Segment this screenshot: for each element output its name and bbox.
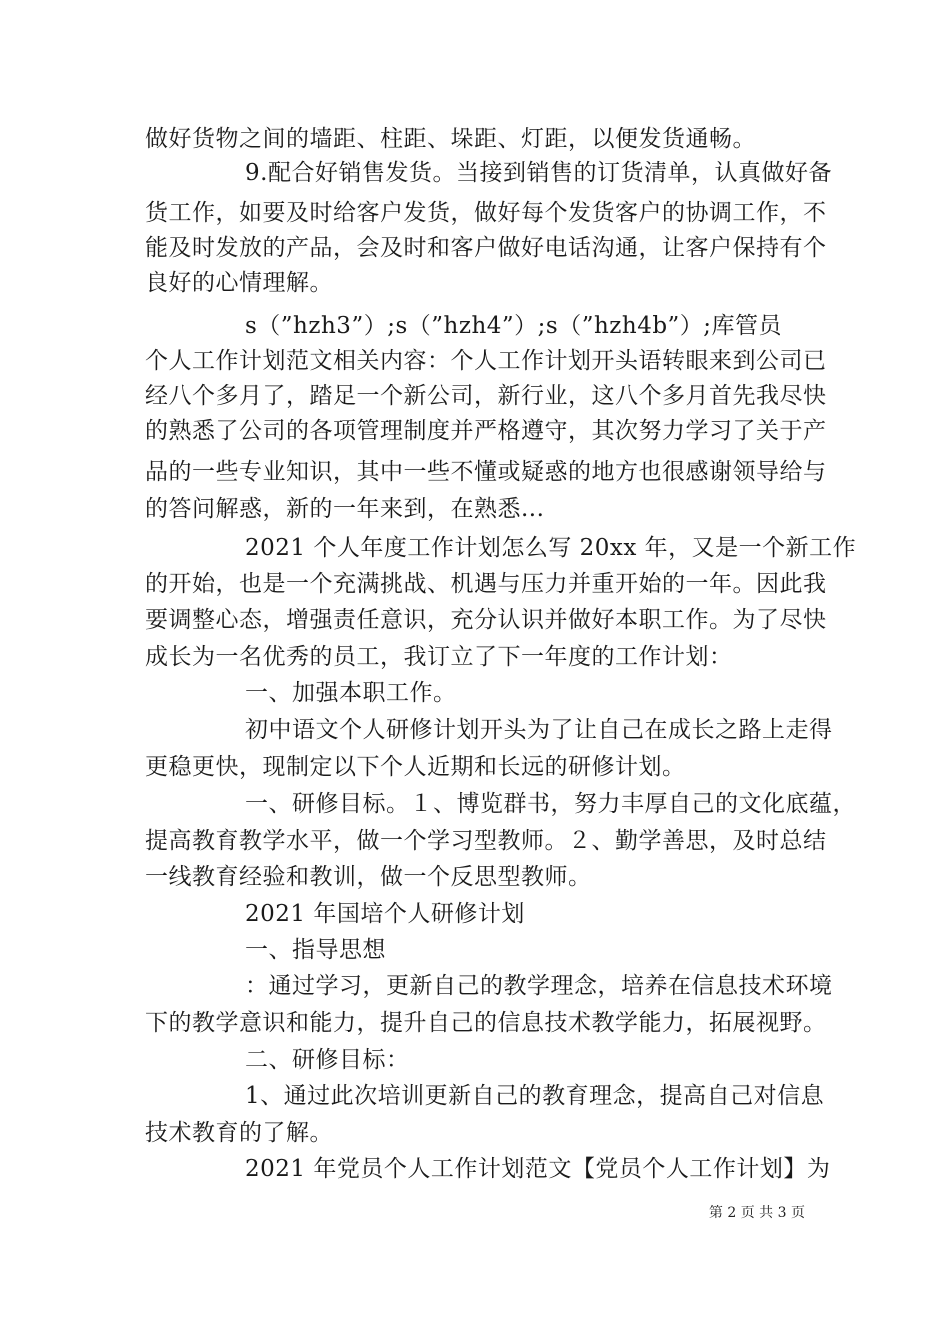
text-line: 下的教学意识和能力，提升自己的信息技术教学能力，拓展视野。 [145,1010,827,1036]
text-line: 能及时发放的产品，会及时和客户做好电话沟通，让客户保持有个 [145,235,827,261]
text-line: 经八个多月了，踏足一个新公司，新行业，这八个多月首先我尽快 [145,383,827,409]
text-line: 提高教育教学水平，做一个学习型教师。２、勤学善思，及时总结 [145,828,827,854]
text-line: 货工作，如要及时给客户发货，做好每个发货客户的协调工作，不 [145,200,827,226]
text-line: 一线教育经验和教训，做一个反思型教师。 [145,864,592,890]
text-line: 良好的心情理解。 [145,270,333,296]
text-line: 更稳更快，现制定以下个人近期和长远的研修计划。 [145,754,686,780]
text-line: 9.配合好销售发货。当接到销售的订货清单，认真做好备 [245,160,832,186]
text-line: 的答问解惑，新的一年来到，在熟悉... [145,496,545,522]
text-line: 的开始，也是一个充满挑战、机遇与压力并重开始的一年。因此我 [145,571,827,597]
text-line: 初中语文个人研修计划开头为了让自己在成长之路上走得 [245,717,833,743]
text-line: 1、通过此次培训更新自己的教育理念，提高自己对信息 [245,1083,825,1109]
text-line: 2021 个人年度工作计划怎么写 20xx 年，又是一个新工作 [245,535,857,561]
text-line: 一、研修目标。１、博览群书，努力丰厚自己的文化底蕴， [245,791,856,817]
text-line: 二、研修目标： [245,1047,410,1073]
text-line: 2021 年国培个人研修计划 [245,901,525,927]
text-line: 的熟悉了公司的各项管理制度并严格遵守，其次努力学习了关于产 [145,418,827,444]
text-line: 做好货物之间的墙距、柱距、垛距、灯距，以便发货通畅。 [145,126,756,152]
text-line: 品的一些专业知识，其中一些不懂或疑惑的地方也很感谢领导给与 [145,459,827,485]
text-line: 成长为一名优秀的员工，我订立了下一年度的工作计划： [145,644,733,670]
text-line: ：通过学习，更新自己的教学理念，培养在信息技术环境 [245,973,833,999]
text-line: 一、指导思想 [245,937,386,963]
text-line: 一、加强本职工作。 [245,680,457,706]
text-line: 要调整心态，增强责任意识，充分认识并做好本职工作。为了尽快 [145,607,827,633]
page-number: 第 2 页 共 3 页 [708,1205,805,1221]
text-line: 个人工作计划范文相关内容：个人工作计划开头语转眼来到公司已 [145,348,827,374]
text-line: 2021 年党员个人工作计划范文【党员个人工作计划】为 [245,1156,831,1182]
text-line: 技术教育的了解。 [145,1120,333,1146]
text-line: s（”hzh3”）;s（”hzh4”）;s（”hzh4b”）;库管员 [245,313,783,339]
